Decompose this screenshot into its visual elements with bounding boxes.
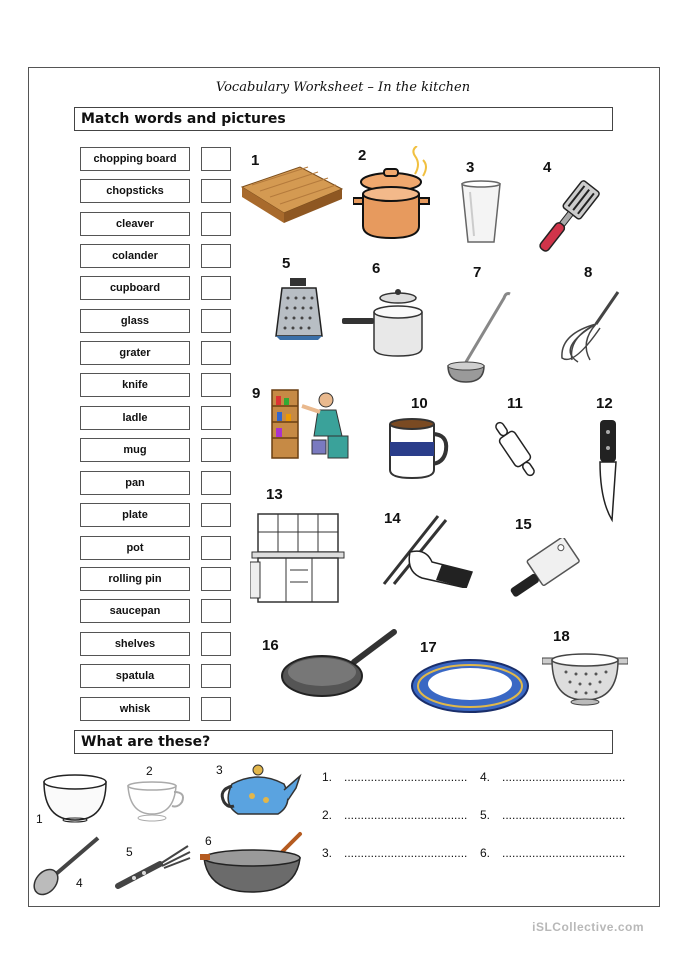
answer-box[interactable] (201, 471, 231, 495)
word-rolling-pin: rolling pin (80, 567, 190, 591)
answer-box[interactable] (201, 309, 231, 333)
picture-number-9: 9 (252, 385, 261, 402)
cleaver-icon (502, 538, 584, 608)
answer-box[interactable] (201, 244, 231, 268)
word-saucepan: saucepan (80, 599, 190, 623)
picture-number-18: 18 (553, 628, 570, 645)
word-shelves: shelves (80, 632, 190, 656)
picture-number-8: 8 (584, 264, 593, 281)
picture-number-10: 10 (411, 395, 428, 412)
ladle-icon (444, 290, 516, 386)
pot-icon (353, 146, 439, 242)
answer-number: 3. (322, 846, 333, 860)
picture-number-15: 15 (515, 516, 532, 533)
answer-box[interactable] (201, 147, 231, 171)
word-colander: colander (80, 244, 190, 268)
colander-icon (542, 646, 628, 708)
word-knife: knife (80, 373, 190, 397)
plate-icon (410, 656, 530, 714)
picture-number-13: 13 (266, 486, 283, 503)
teacup-icon (124, 778, 188, 826)
word-plate: plate (80, 503, 190, 527)
teapot-icon (218, 762, 304, 822)
picture-number-2: 2 (358, 147, 367, 164)
answer-box[interactable] (201, 599, 231, 623)
answer-box[interactable] (201, 503, 231, 527)
answer-number: 5. (480, 808, 491, 822)
word-chopsticks: chopsticks (80, 179, 190, 203)
worksheet-title: Vocabulary Worksheet – In the kitchen (215, 80, 471, 95)
word-mug: mug (80, 438, 190, 462)
bowl-icon (40, 772, 110, 824)
picture-number-11: 11 (507, 395, 523, 412)
answer-box[interactable] (201, 212, 231, 236)
word-grater: grater (80, 341, 190, 365)
answer-line-6[interactable] (480, 846, 625, 860)
picture-number-3: 3 (466, 159, 475, 176)
answer-dots: ..................................... (502, 808, 626, 822)
word-chopping-board: chopping board (80, 147, 190, 171)
answer-line-2[interactable] (322, 808, 467, 822)
answer-dots: ..................................... (344, 846, 468, 860)
answer-number: 2. (322, 808, 333, 822)
wok-icon (200, 830, 304, 898)
answer-line-4[interactable] (480, 770, 625, 784)
whisk-icon (556, 288, 622, 366)
picture-number-16: 16 (262, 637, 279, 654)
answer-box[interactable] (201, 536, 231, 560)
rolling-pin-icon (482, 406, 548, 492)
glass-icon (458, 180, 504, 246)
word-cleaver: cleaver (80, 212, 190, 236)
cupboard-icon (268, 386, 352, 462)
picture-number-4: 4 (543, 159, 552, 176)
question-picture-number-4: 4 (76, 876, 83, 890)
question-picture-number-6: 6 (205, 834, 212, 848)
answer-number: 6. (480, 846, 491, 860)
picture-number-14: 14 (384, 510, 401, 527)
answer-line-1[interactable] (322, 770, 467, 784)
picture-number-6: 6 (372, 260, 381, 277)
spatula-icon (530, 176, 604, 260)
answer-number: 1. (322, 770, 333, 784)
word-spatula: spatula (80, 664, 190, 688)
answer-line-5[interactable] (480, 808, 625, 822)
answer-box[interactable] (201, 373, 231, 397)
word-cupboard: cupboard (80, 276, 190, 300)
answer-box[interactable] (201, 632, 231, 656)
question-picture-number-2: 2 (146, 764, 153, 778)
spoon-icon (30, 834, 102, 896)
word-whisk: whisk (80, 697, 190, 721)
saucepan-icon (340, 284, 434, 362)
picture-number-17: 17 (420, 639, 437, 656)
picture-number-12: 12 (596, 395, 613, 412)
answer-box[interactable] (201, 438, 231, 462)
answer-box[interactable] (201, 664, 231, 688)
frying-pan-icon (280, 628, 398, 700)
word-pot: pot (80, 536, 190, 560)
answer-line-3[interactable] (322, 846, 467, 860)
chopping-board-icon (238, 163, 344, 225)
question-picture-number-3: 3 (216, 763, 223, 777)
answer-box[interactable] (201, 406, 231, 430)
answer-dots: ..................................... (344, 808, 468, 822)
word-ladle: ladle (80, 406, 190, 430)
fork-icon (110, 842, 192, 892)
mug-icon (384, 414, 450, 482)
answer-number: 4. (480, 770, 491, 784)
word-glass: glass (80, 309, 190, 333)
picture-number-7: 7 (473, 264, 482, 281)
answer-box[interactable] (201, 567, 231, 591)
answer-dots: ..................................... (502, 770, 626, 784)
answer-dots: ..................................... (502, 846, 626, 860)
knife-icon (592, 418, 624, 524)
picture-number-1: 1 (251, 152, 260, 169)
answer-box[interactable] (201, 179, 231, 203)
picture-number-5: 5 (282, 255, 291, 272)
answer-box[interactable] (201, 697, 231, 721)
question-picture-number-5: 5 (126, 845, 133, 859)
grater-icon (272, 276, 326, 342)
watermark: iSLCollective.com (532, 920, 644, 934)
question-picture-number-1: 1 (36, 812, 43, 826)
answer-dots: ..................................... (344, 770, 468, 784)
kitchen-cabinet-icon (250, 510, 346, 606)
answer-box[interactable] (201, 341, 231, 365)
chopsticks-icon (380, 512, 476, 588)
section-match-heading: Match words and pictures (74, 107, 613, 131)
answer-box[interactable] (201, 276, 231, 300)
section-what-heading: What are these? (74, 730, 613, 754)
word-pan: pan (80, 471, 190, 495)
